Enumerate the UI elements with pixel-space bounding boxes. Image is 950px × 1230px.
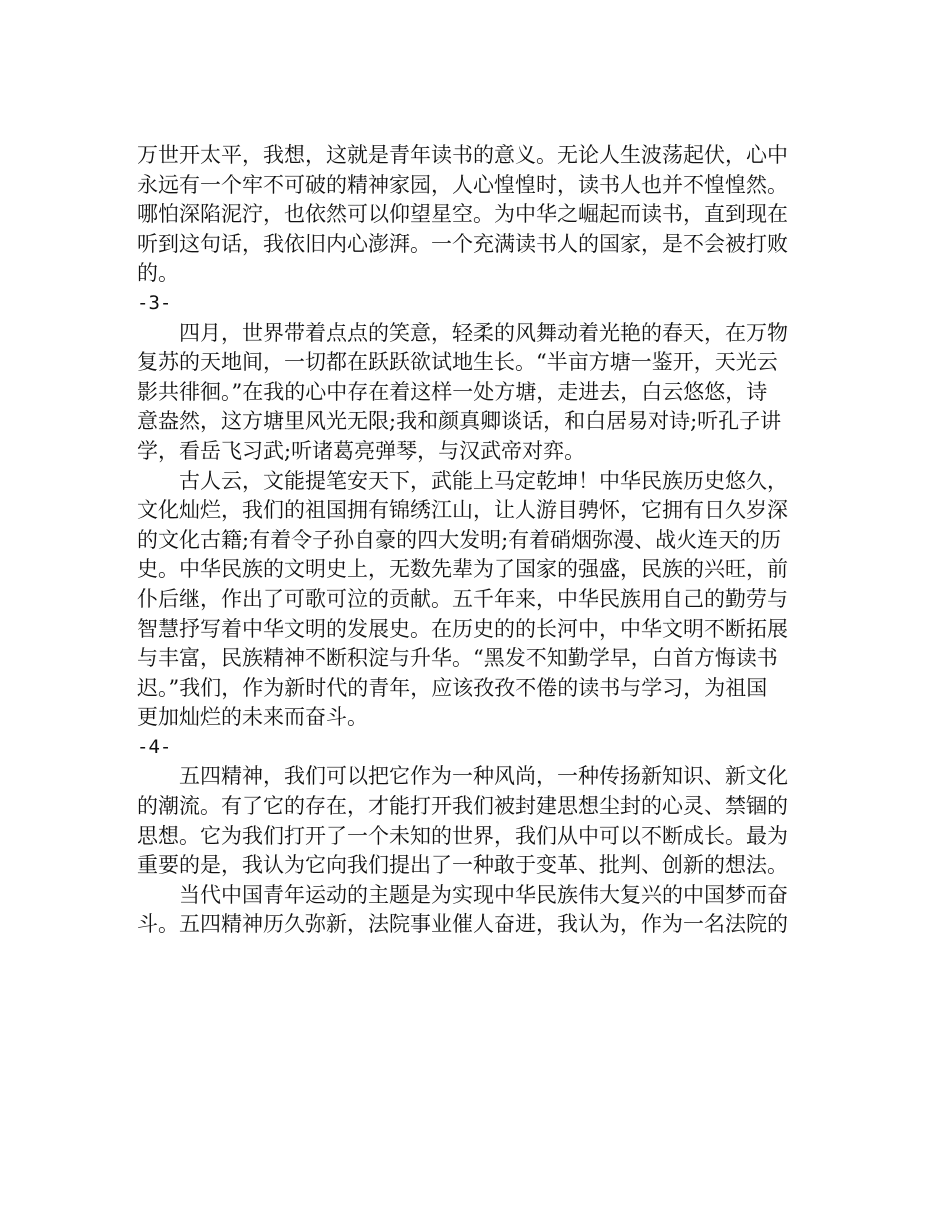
document-body [137, 141, 817, 940]
text-line: 文化灿烂，我们的祖国拥有锦绣江山，让人游目骋怀，它拥有日久岁深 [137, 498, 788, 523]
text-line: 当代中国青年运动的主题是为实现中华民族伟大复兴的中国梦而奋 [137, 882, 788, 907]
text-line: 重要的是，我认为它向我们提出了一种敢于变革、批判、创新的想法。 [137, 853, 788, 878]
text-line: 学，看岳飞习武;听诸葛亮弹琴，与汉武帝对弈。 [137, 438, 586, 463]
page-number: -4- [137, 735, 172, 758]
page-number: -3- [137, 291, 172, 314]
paragraph [137, 762, 817, 880]
text-line: 万世开太平，我想，这就是青年读书的意义。无论人生波荡起伏，心中 [137, 143, 788, 167]
paragraph [137, 467, 817, 733]
text-line: 智慧抒写着中华文明的发展史。在历史的的长河中，中华文明不断拓展 [137, 616, 788, 641]
text-line: 与丰富，民族精神不断积淀与升华。“黑发不知勤学早，白首方悔读书 [137, 646, 778, 671]
text-line: 五四精神，我们可以把它作为一种风尚，一种传扬新知识、新文化 [137, 764, 788, 789]
text-line: 四月，世界带着点点的笑意，轻柔的风舞动着光艳的春天，在万物 [137, 320, 788, 345]
text-line: 听到这句话，我依旧内心澎湃。一个充满读书人的国家，是不会被打败 [137, 231, 788, 256]
text-line: 史。中华民族的文明史上，无数先辈为了国家的强盛，民族的兴旺，前 [137, 557, 788, 582]
text-line: 复苏的天地间，一切都在跃跃欲试地生长。“半亩方塘一鉴开，天光云 [137, 350, 778, 375]
text-line: 古人云，文能提笔安天下，武能上马定乾坤！中华民族历史悠久， [137, 468, 788, 493]
text-line: 斗。五四精神历久弥新，法院事业催人奋进，我认为，作为一名法院的 [137, 912, 788, 937]
text-line: 意盎然，这方塘里风光无限;我和颜真卿谈话，和白居易对诗;听孔子讲 [137, 409, 782, 434]
text-line: 影共徘徊。”在我的心中存在着这样一处方塘，走进去，白云悠悠，诗 [137, 379, 768, 404]
text-line: 的文化古籍;有着令子孙自豪的四大发明;有着硝烟弥漫、战火连天的历 [137, 527, 782, 552]
text-line: 哪怕深陷泥泞，也依然可以仰望星空。为中华之崛起而读书，直到现在 [137, 202, 788, 227]
paragraph [137, 141, 817, 289]
text-line: 仆后继，作出了可歌可泣的贡献。五千年来，中华民族用自己的勤劳与 [137, 586, 788, 611]
text-line: 思想。它为我们打开了一个未知的世界，我们从中可以不断成长。最为 [137, 823, 788, 848]
text-line: 更加灿烂的未来而奋斗。 [137, 705, 368, 730]
text-line: 永远有一个牢不可破的精神家园，人心惶惶时，读书人也并不惶惶然。 [137, 172, 788, 197]
text-line: 的。 [137, 261, 179, 286]
paragraph [137, 319, 817, 467]
text-line: 的潮流。有了它的存在，才能打开我们被封建思想尘封的心灵、禁锢的 [137, 794, 788, 819]
text-line: 迟。”我们，作为新时代的青年，应该孜孜不倦的读书与学习，为祖国 [137, 675, 768, 700]
paragraph [137, 881, 817, 940]
